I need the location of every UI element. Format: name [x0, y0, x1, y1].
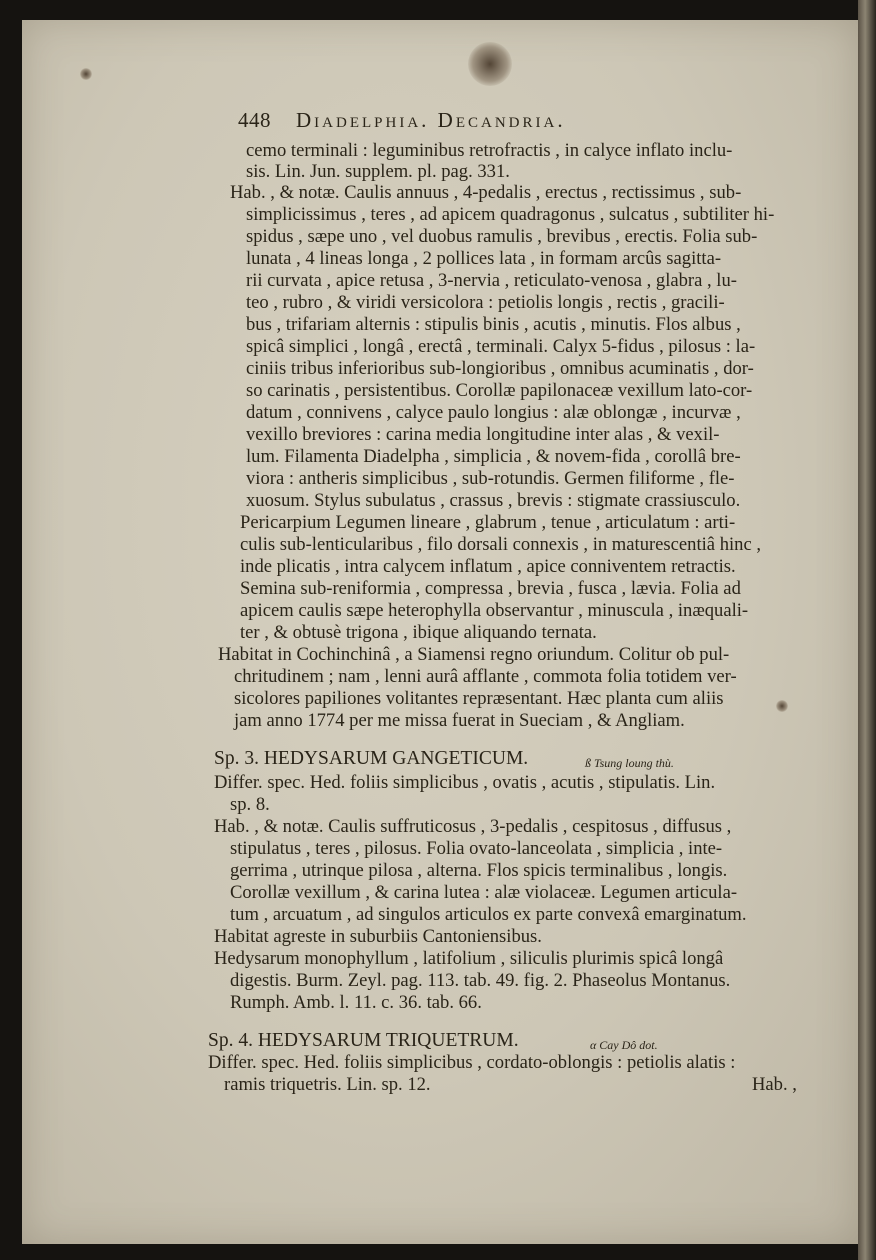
text-line: so carinatis , persistentibus. Corollæ papilonaceæ vexillum lato-cor- [246, 380, 753, 401]
text-line: sicolores papiliones volitantes repræsentant. Hæc planta cum aliis [234, 688, 724, 709]
text-line: ter , & obtusè trigona , ibique aliquando ternata. [240, 622, 597, 643]
foxing-spot [80, 68, 92, 80]
text-line: Hab. , & notæ. Caulis annuus , 4-pedalis , erectus , rectissimus , sub- [230, 182, 742, 203]
text-line: Sp. 4. HEDYSARUM TRIQUETRUM. [208, 1030, 519, 1051]
text-line: simplicissimus , teres , ad apicem quadragonus , sulcatus , subtiliter hi- [246, 204, 775, 225]
text-line: viora : antheris simplicibus , sub-rotundis. Germen filiforme , fle- [246, 468, 735, 489]
text-line: teo , rubro , & viridi versicolora : petiolis longis , rectis , gracili- [246, 292, 725, 313]
text-line: Hab. , [752, 1074, 797, 1095]
page-number: 448 [238, 108, 271, 132]
text-line: Differ. spec. Hed. foliis simplicibus , cordato-oblongis : petiolis alatis : [208, 1052, 736, 1073]
text-line: inde plicatis , intra calycem inflatum , apice conniventem retractis. [240, 556, 736, 577]
text-line: ciniis tribus inferioribus sub-longioribus , omnibus acuminatis , dor- [246, 358, 754, 379]
text-line: sis. Lin. Jun. supplem. pl. pag. 331. [246, 161, 510, 182]
text-line: rii curvata , apice retusa , 3-nervia , reticulato-venosa , glabra , lu- [246, 270, 737, 291]
text-line: culis sub-lenticularibus , filo dorsali connexis , in maturescentiâ hinc , [240, 534, 762, 555]
book-spine-edge [858, 0, 876, 1260]
text-line: xuosum. Stylus subulatus , crassus , brevis : stigmate crassiusculo. [246, 490, 741, 511]
foxing-spot [776, 700, 788, 712]
page-header [238, 108, 738, 138]
text-line: Pericarpium Legumen lineare , glabrum , tenue , articulatum : arti- [240, 512, 736, 533]
text-line: ß Tsung loung thù. [585, 756, 674, 770]
text-line: Habitat in Cochinchinâ , a Siamensi regno oriundum. Colitur ob pul- [218, 644, 730, 665]
text-line: cemo terminali : leguminibus retrofractis , in calyce inflato inclu- [246, 140, 733, 161]
text-line: spicâ simplici , longâ , erectâ , terminali. Calyx 5-fidus , pilosus : la- [246, 336, 756, 357]
text-line: digestis. Burm. Zeyl. pag. 113. tab. 49. fig. 2. Phaseolus Montanus. [230, 970, 731, 991]
text-line: spidus , sæpe uno , vel duobus ramulis , brevibus , erectis. Folia sub- [246, 226, 758, 247]
text-line: α Cay Dô dot. [590, 1038, 658, 1052]
text-line: tum , arcuatum , ad singulos articulos ex parte convexâ emarginatum. [230, 904, 747, 925]
text-line: chritudinem ; nam , lenni aurâ afflante , commota folia totidem ver- [234, 666, 737, 687]
text-line: Habitat agreste in suburbiis Cantoniensibus. [214, 926, 542, 947]
text-line: lunata , 4 lineas longa , 2 pollices lata , in formam arcûs sagitta- [246, 248, 722, 269]
text-line: Semina sub-reniformia , compressa , brevia , fusca , lævia. Folia ad [240, 578, 741, 599]
text-line: Sp. 3. HEDYSARUM GANGETICUM. [214, 748, 529, 769]
text-line: sp. 8. [230, 794, 270, 815]
text-line: lum. Filamenta Diadelpha , simplicia , & novem-fida , corollâ bre- [246, 446, 741, 467]
text-line: datum , connivens , calyce paulo longius : alæ oblongæ , incurvæ , [246, 402, 741, 423]
text-line: Rumph. Amb. l. 11. c. 36. tab. 66. [230, 992, 482, 1013]
text-line: Differ. spec. Hed. foliis simplicibus , ovatis , acutis , stipulatis. Lin. [214, 772, 716, 793]
text-line: gerrima , utrinque pilosa , alterna. Flos spicis terminalibus , longis. [230, 860, 728, 881]
text-line: stipulatus , teres , pilosus. Folia ovato-lanceolata , simplicia , inte- [230, 838, 723, 859]
text-line: vexillo breviores : carina media longitudine inter alas , & vexil- [246, 424, 720, 445]
text-line: ramis triquetris. Lin. sp. 12. [224, 1074, 431, 1095]
text-line: bus , trifariam alternis : stipulis binis , acutis , minutis. Flos albus , [246, 314, 741, 335]
text-line: Hedysarum monophyllum , latifolium , siliculis plurimis spicâ longâ [214, 948, 724, 969]
running-title: Diadelphia. Decandria. [296, 108, 566, 132]
text-line: Corollæ vexillum , & carina lutea : alæ violaceæ. Legumen articula- [230, 882, 738, 903]
text-line: jam anno 1774 per me missa fuerat in Sueciam , & Angliam. [234, 710, 685, 731]
text-line: Hab. , & notæ. Caulis suffruticosus , 3-pedalis , cespitosus , diffusus , [214, 816, 732, 837]
text-line: apicem caulis sæpe heterophylla observantur , minuscula , inæquali- [240, 600, 749, 621]
ink-stain [468, 42, 512, 86]
